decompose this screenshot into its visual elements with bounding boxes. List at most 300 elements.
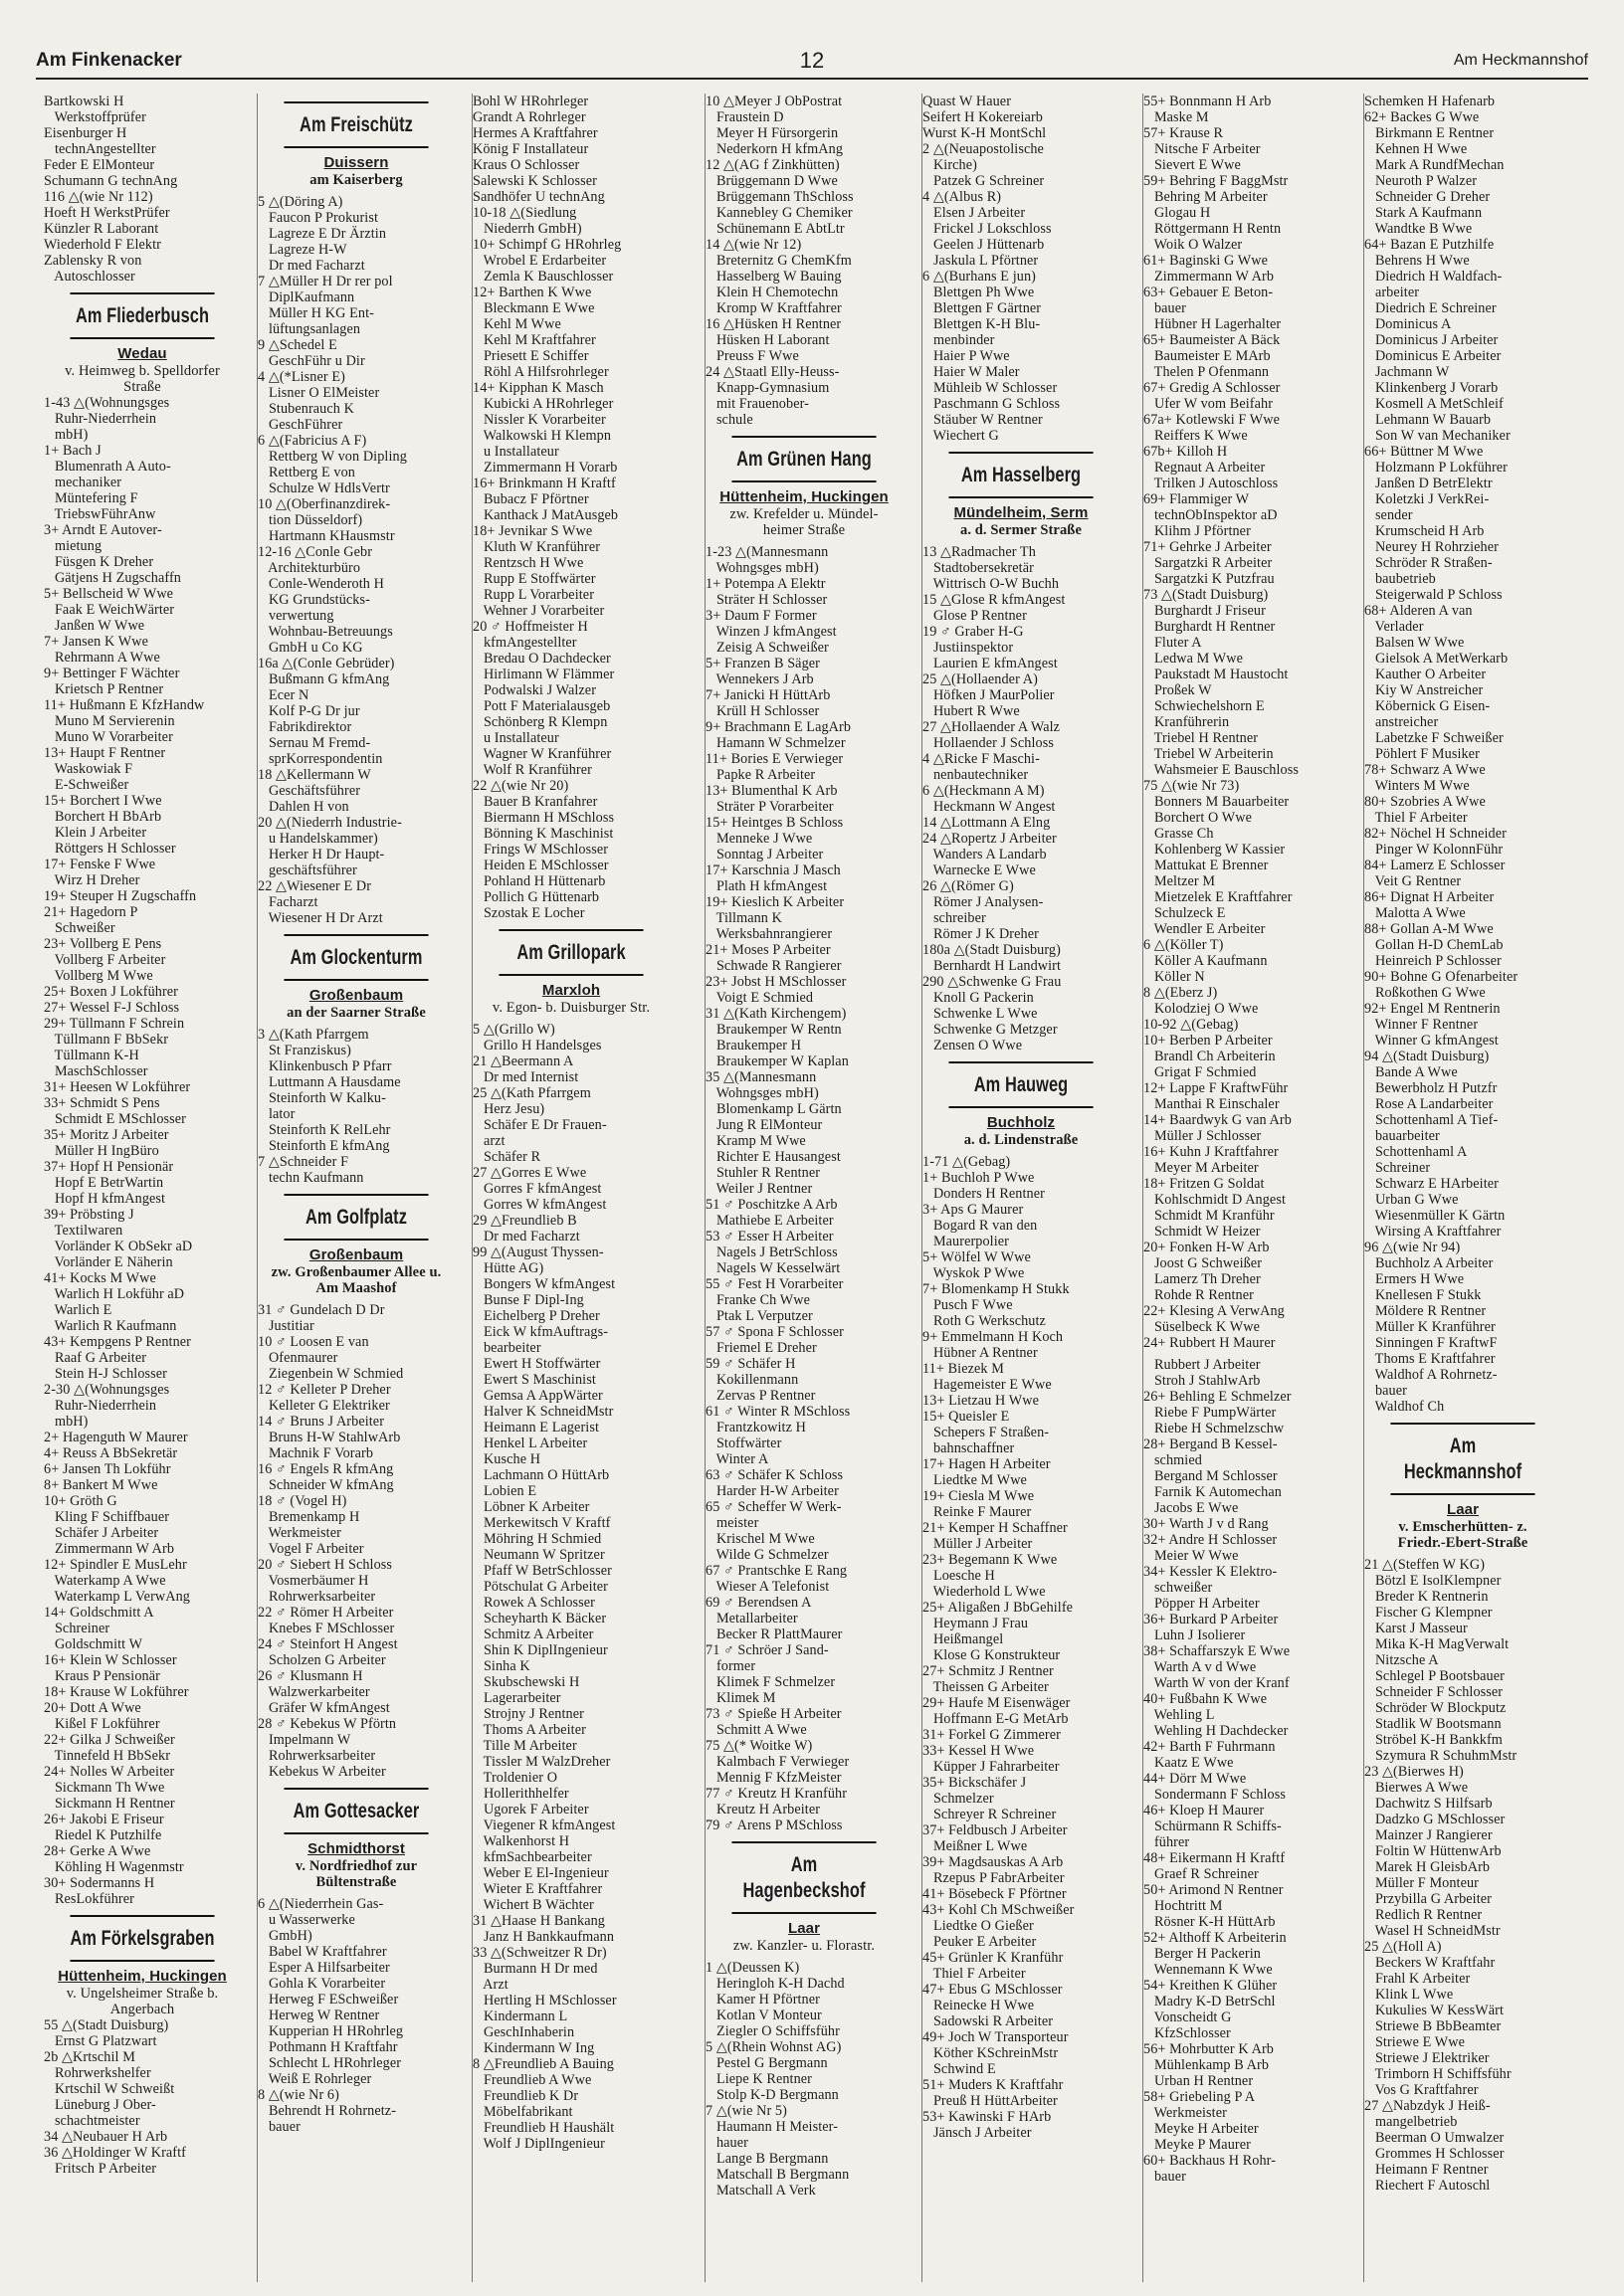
directory-entry: Schlegel P Bootsbauer bbox=[1364, 1668, 1505, 1684]
directory-entry: 17+ Fenske F Wwe bbox=[44, 857, 156, 872]
directory-entry: Schulzeck E bbox=[1143, 905, 1226, 921]
page-number: 12 bbox=[799, 48, 825, 73]
directory-entry: Beerman O Umwalzer bbox=[1364, 2130, 1505, 2146]
directory-entry: Schreyer R Schreiner bbox=[922, 1807, 1057, 1822]
directory-entry: Friemel E Dreher bbox=[706, 1340, 817, 1356]
street-location: am Kaiserberg bbox=[309, 172, 403, 188]
directory-entry: 14 △Lottmann A Elng bbox=[922, 815, 1051, 831]
directory-entry: 77 ♂ Kreutz H Kranführ bbox=[706, 1786, 848, 1802]
directory-entry: 10+ Berben P Arbeiter bbox=[1143, 1033, 1273, 1049]
directory-entry: lüftungsanlagen bbox=[258, 321, 361, 337]
directory-entry: Mühlenkamp B Arb bbox=[1143, 2057, 1270, 2073]
street-location: v. Nordfriedhof zur bbox=[295, 1858, 418, 1874]
street-location: v. Ungelsheimer Straße b. bbox=[66, 1986, 219, 2002]
directory-entry: Janßen W Wwe bbox=[44, 618, 145, 634]
directory-entry: Gräfer W kfmAngest bbox=[258, 1700, 390, 1716]
street-location: heimer Straße bbox=[762, 522, 846, 538]
directory-entry: Sonntag J Arbeiter bbox=[706, 847, 824, 862]
directory-entry: Ufer W vom Beifahr bbox=[1143, 396, 1274, 412]
directory-entry: Blettgen K-H Blu- bbox=[922, 316, 1041, 332]
street-location: Straße bbox=[123, 379, 161, 395]
directory-entry: Labetzke F Schweißer bbox=[1364, 730, 1504, 746]
directory-entry: Verlader bbox=[1364, 619, 1424, 635]
directory-entry: Riebe F PumpWärter bbox=[1143, 1405, 1277, 1421]
directory-entry: Raaf G Arbeiter bbox=[44, 1350, 147, 1366]
directory-entry: Riedel K Putzhilfe bbox=[44, 1827, 162, 1843]
directory-entry: Matschall A Verk bbox=[706, 2183, 816, 2199]
directory-entry: 53+ Kawinski F HArb bbox=[922, 2109, 1052, 2125]
directory-entry: Nederkorn H kfmAng bbox=[706, 141, 844, 157]
directory-entry: 5+ Bellscheid W Wwe bbox=[44, 586, 174, 602]
directory-entry: Eick W kfmAuftrags- bbox=[473, 1324, 609, 1340]
directory-entry: Liedtke M Wwe bbox=[922, 1472, 1027, 1488]
directory-entry: Rehrmann A Wwe bbox=[44, 650, 160, 666]
directory-entry: 23 △(Bierwes H) bbox=[1364, 1764, 1464, 1780]
street-heading: Am Heckmannshof bbox=[1390, 1423, 1534, 1495]
directory-entry: Striewe E Wwe bbox=[1364, 2034, 1466, 2050]
directory-entry: schreiber bbox=[922, 910, 986, 926]
directory-entry: 67 ♂ Prantschke E Rang bbox=[706, 1563, 848, 1579]
directory-entry: 7+ Blomenkamp H Stukk bbox=[922, 1281, 1070, 1297]
directory-entry: 4 △Ricke F Maschi- bbox=[922, 751, 1040, 767]
directory-entry: Bewerbholz H Putzfr bbox=[1364, 1080, 1498, 1096]
directory-entry: Köller A Kaufmann bbox=[1143, 953, 1268, 969]
directory-entry: Werksbahnrangierer bbox=[706, 926, 833, 942]
directory-entry: Zimmermann W Arb bbox=[44, 1541, 175, 1557]
directory-entry: Schreiner bbox=[44, 1621, 110, 1636]
directory-entry: 7 △Müller H Dr rer pol bbox=[258, 274, 393, 289]
directory-entry: Wohnbau-Betreuungs bbox=[258, 624, 393, 640]
directory-entry: 21+ Kemper H Schaffner bbox=[922, 1520, 1068, 1536]
directory-entry: Kiy W Anstreicher bbox=[1364, 682, 1484, 698]
directory-entry: Wrobel E Erdarbeiter bbox=[473, 253, 607, 269]
directory-entry: 12 ♂ Kelleter P Dreher bbox=[258, 1382, 391, 1398]
directory-entry: 5 △(Grillo W) bbox=[473, 1022, 555, 1038]
district-name: Wedau bbox=[117, 345, 167, 362]
directory-entry: Jachmann W bbox=[1364, 364, 1450, 380]
directory-entry: Striewe B BbBeamter bbox=[1364, 2018, 1502, 2034]
directory-entry: Schlecht L HRohrleger bbox=[258, 2055, 402, 2071]
directory-entry: Kraus P Pensionär bbox=[44, 1668, 160, 1684]
directory-entry: Dominicus A bbox=[1364, 316, 1452, 332]
directory-entry: Laurien E kfmAngest bbox=[922, 656, 1058, 671]
directory-entry: Stark A Kaufmann bbox=[1364, 205, 1483, 221]
directory-entry: Behring M Arbeiter bbox=[1143, 189, 1268, 205]
directory-entry: Plath H kfmAngest bbox=[706, 878, 828, 894]
header-right-street: Am Heckmannshof bbox=[1453, 52, 1588, 69]
directory-entry: Rupp L Vorarbeiter bbox=[473, 587, 595, 603]
directory-entry: 20+ Dott A Wwe bbox=[44, 1700, 141, 1716]
directory-entry: 5+ Franzen B Säger bbox=[706, 656, 820, 671]
directory-entry: Herz Jesu) bbox=[473, 1101, 545, 1117]
directory-entry: Brüggemann ThSchloss bbox=[706, 189, 854, 205]
directory-entry: 116 △(wie Nr 112) bbox=[44, 189, 153, 205]
directory-entry: Grigat F Schmied bbox=[1143, 1064, 1257, 1080]
directory-entry: 28+ Bergand B Kessel- bbox=[1143, 1436, 1278, 1452]
directory-entry: Müller J Arbeiter bbox=[922, 1536, 1033, 1552]
directory-entry: Hasselberg W Bauing bbox=[706, 269, 842, 285]
directory-entry: Bierwes A Wwe bbox=[1364, 1780, 1469, 1796]
street-location: zw. Großenbaumer Allee u. bbox=[271, 1264, 442, 1280]
directory-entry: 3 △(Kath Pfarrgem bbox=[258, 1027, 369, 1043]
directory-entry: Ewert H Stoffwärter bbox=[473, 1356, 601, 1372]
directory-entry: 2-30 △(Wohnungsges bbox=[44, 1382, 170, 1398]
directory-entry: 6+ Jansen Th Lokführ bbox=[44, 1461, 171, 1477]
directory-entry: Strojny J Rentner bbox=[473, 1706, 584, 1722]
directory-entry: 63+ Gebauer E Beton- bbox=[1143, 285, 1274, 300]
directory-entry: KG Grundstücks- bbox=[258, 592, 370, 608]
directory-entry: 4+ Reuss A BbSekretär bbox=[44, 1445, 178, 1461]
directory-entry: mietung bbox=[44, 538, 102, 554]
directory-entry: baubetrieb bbox=[1364, 571, 1436, 587]
directory-entry: u Installateur bbox=[473, 730, 559, 746]
directory-entry: Tille M Arbeiter bbox=[473, 1738, 577, 1754]
district-name: Mündelheim, Serm bbox=[953, 504, 1089, 521]
directory-entry: Hirlimann W Flämmer bbox=[473, 667, 615, 682]
street-location: zw. Krefelder u. Mündel- bbox=[729, 506, 879, 522]
directory-entry: Metallarbeiter bbox=[706, 1611, 798, 1626]
directory-entry: 27+ Wessel F-J Schloss bbox=[44, 1000, 180, 1016]
directory-entry: Eichelberg P Dreher bbox=[473, 1308, 600, 1324]
directory-entry: Schwenke G Metzger bbox=[922, 1022, 1058, 1038]
directory-entry: 90+ Bohne G Ofenarbeiter bbox=[1364, 969, 1519, 985]
directory-entry: Ofenmaurer bbox=[258, 1350, 338, 1366]
directory-entry: Hartmann KHausmstr bbox=[258, 528, 395, 544]
directory-entry: Schumann G technAng bbox=[44, 173, 178, 189]
directory-entry: 8 △(Eberz J) bbox=[1143, 985, 1218, 1001]
directory-entry: Rohrwerkshelfer bbox=[44, 2065, 151, 2081]
directory-entry: Bande A Wwe bbox=[1364, 1064, 1458, 1080]
directory-entry: Fluter A bbox=[1143, 635, 1202, 651]
directory-entry: Vorländer K ObSekr aD bbox=[44, 1239, 193, 1254]
directory-entry: Werkmeister bbox=[1143, 2105, 1227, 2121]
directory-entry: Grommes H Schlosser bbox=[1364, 2146, 1505, 2162]
directory-entry: Burghardt H Rentner bbox=[1143, 619, 1276, 635]
directory-entry: Werkstoffprüfer bbox=[44, 109, 146, 125]
directory-entry: Sickmann H Rentner bbox=[44, 1796, 175, 1812]
directory-entry: Freundlieb K Dr bbox=[473, 2088, 579, 2104]
directory-entry: 46+ Kloep H Maurer bbox=[1143, 1803, 1265, 1818]
directory-entry: Burmann H Dr med bbox=[473, 1961, 598, 1977]
directory-entry: Podwalski J Walzer bbox=[473, 682, 597, 698]
directory-entry: TriebswFührAnw bbox=[44, 506, 156, 522]
directory-entry: 10 ♂ Loosen E van bbox=[258, 1334, 369, 1350]
directory-entry: Faak E WeichWärter bbox=[44, 602, 175, 618]
directory-entry: 9 △Schedel E bbox=[258, 337, 337, 353]
directory-entry: Graef R Schreiner bbox=[1143, 1866, 1259, 1882]
directory-entry: 47+ Ebus G MSchlosser bbox=[922, 1982, 1063, 1998]
directory-entry: 73 △(Stadt Duisburg) bbox=[1143, 587, 1269, 603]
directory-entry: Stoffwärter bbox=[706, 1435, 782, 1451]
directory-entry: Schäfer J Arbeiter bbox=[44, 1525, 159, 1541]
directory-entry: Priesett E Schiffer bbox=[473, 348, 589, 364]
directory-entry: Ewert S Maschinist bbox=[473, 1372, 596, 1388]
directory-entry: Klimek M bbox=[706, 1690, 776, 1706]
directory-entry: Wagner W Kranführer bbox=[473, 746, 612, 762]
directory-entry: Pöpper H Arbeiter bbox=[1143, 1596, 1260, 1612]
street-heading: Am Hasselberg bbox=[948, 452, 1093, 498]
directory-entry: Schulze W HdlsVertr bbox=[258, 480, 390, 496]
directory-entry: Krtschil W Schweißt bbox=[44, 2081, 175, 2097]
directory-entry: 10 △(Oberfinanzdirek- bbox=[258, 496, 391, 512]
directory-entry: St Franziskus) bbox=[258, 1043, 351, 1058]
directory-entry: Warth A v d Wwe bbox=[1143, 1659, 1257, 1675]
directory-entry: Kluth W Kranführer bbox=[473, 539, 601, 555]
street-heading: Am Grünen Hang bbox=[731, 436, 876, 482]
directory-entry: Sernau M Fremd- bbox=[258, 735, 371, 751]
directory-entry: Müller F Monteur bbox=[1364, 1875, 1479, 1891]
directory-entry: 1-71 △(Gebag) bbox=[922, 1154, 1011, 1170]
directory-entry: Schwarz E HArbeiter bbox=[1364, 1176, 1499, 1192]
directory-entry: Waldhof A Rohrnetz- bbox=[1364, 1367, 1498, 1383]
directory-entry: Patzek G Schreiner bbox=[922, 173, 1045, 189]
district-name: Laar bbox=[787, 1920, 821, 1937]
directory-entry: 23+ Jobst H MSchlosser bbox=[706, 974, 847, 990]
directory-entry: Thiel F Arbeiter bbox=[922, 1966, 1026, 1982]
directory-entry: Schmidt M Kranführ bbox=[1143, 1208, 1275, 1224]
directory-entry: Schneider G Dreher bbox=[1364, 189, 1491, 205]
directory-entry: Sievert E Wwe bbox=[1143, 157, 1241, 173]
street-heading: Am Grillopark bbox=[499, 929, 643, 976]
directory-entry: Glose P Rentner bbox=[922, 608, 1027, 624]
directory-entry: Warlich E bbox=[44, 1302, 112, 1318]
directory-entry: Bonners M Bauarbeiter bbox=[1143, 794, 1290, 810]
directory-entry: Müller J Schlosser bbox=[1143, 1128, 1262, 1144]
directory-entry: Breternitz G ChemKfm bbox=[706, 253, 852, 269]
directory-entry: Menneke J Wwe bbox=[706, 831, 813, 847]
district-name: Hüttenheim, Huckingen bbox=[719, 488, 889, 505]
directory-entry: Pollich G Hüttenarb bbox=[473, 889, 600, 905]
directory-entry: 65+ Baumeister A Bäck bbox=[1143, 332, 1281, 348]
directory-entry: Bauer B Kranfahrer bbox=[473, 794, 598, 810]
directory-entry: 84+ Lamerz E Schlosser bbox=[1364, 858, 1506, 873]
directory-entry: Jung R ElMonteur bbox=[706, 1117, 823, 1133]
directory-entry: bauer bbox=[1364, 1383, 1407, 1399]
directory-entry: nenbautechniker bbox=[922, 767, 1029, 783]
directory-entry: 69 ♂ Berendsen A bbox=[706, 1595, 812, 1611]
directory-entry: Triebel H Rentner bbox=[1143, 730, 1259, 746]
directory-entry: Rubbert J Arbeiter bbox=[1143, 1357, 1261, 1373]
directory-entry: 88+ Gollan A-M Wwe bbox=[1364, 921, 1494, 937]
directory-entry: 14 ♂ Bruns J Arbeiter bbox=[258, 1414, 385, 1430]
directory-entry: Diedrich E Schreiner bbox=[1364, 300, 1497, 316]
directory-entry: Jänsch J Arbeiter bbox=[922, 2125, 1032, 2141]
directory-entry: Eisenburger H bbox=[44, 125, 127, 141]
directory-entry: Stadlik W Bootsmann bbox=[1364, 1716, 1502, 1732]
directory-entry: 38+ Schaffarszyk E Wwe bbox=[1143, 1643, 1291, 1659]
directory-entry: 58+ Griebeling P A bbox=[1143, 2089, 1256, 2105]
directory-entry: Schünemann E AbtLtr bbox=[706, 221, 845, 237]
directory-entry: 27 △Hollaender A Walz bbox=[922, 719, 1061, 735]
directory-entry: Rettberg W von Dipling bbox=[258, 449, 407, 465]
street-location: Bültenstraße bbox=[315, 1874, 397, 1890]
directory-entry: 61 ♂ Winter R MSchloss bbox=[706, 1404, 851, 1420]
directory-entry: 22 △Wiesener E Dr bbox=[258, 878, 372, 894]
directory-entry: Lehmann W Bauarb bbox=[1364, 412, 1492, 428]
directory-entry: 16+ Klein W Schlosser bbox=[44, 1652, 177, 1668]
directory-entry: Fabrikdirektor bbox=[258, 719, 352, 735]
directory-entry: Triebel W Arbeiterin bbox=[1143, 746, 1274, 762]
directory-entry: Gielsok A MetWerkarb bbox=[1364, 651, 1509, 667]
directory-entry: 15+ Queisler E bbox=[922, 1409, 1010, 1425]
directory-entry: 18 △Kellermann W bbox=[258, 767, 371, 783]
directory-entry: Grandt A Rohrleger bbox=[473, 109, 586, 125]
directory-entry: Striewe J Elektriker bbox=[1364, 2050, 1490, 2066]
directory-entry: Knapp-Gymnasium bbox=[706, 380, 830, 396]
directory-entry: Steinforth W Kalku- bbox=[258, 1090, 386, 1106]
directory-entry: Son W van Mechaniker bbox=[1364, 428, 1511, 444]
directory-entry: Architekturbüro bbox=[258, 560, 361, 576]
directory-entry: Neurey H Rohrzieher bbox=[1364, 539, 1499, 555]
district-name: Buchholz bbox=[986, 1114, 1056, 1131]
directory-entry: 35+ Moritz J Arbeiter bbox=[44, 1127, 169, 1143]
directory-entry: Vorländer E Näherin bbox=[44, 1254, 173, 1270]
directory-entry: 14+ Kipphan K Masch bbox=[473, 380, 604, 396]
directory-entry: Hamann W Schmelzer bbox=[706, 735, 846, 751]
directory-entry: Schröder W Blockputz bbox=[1364, 1700, 1507, 1716]
directory-entry: Pohland H Hüttenarb bbox=[473, 873, 606, 889]
directory-entry: Römer J K Dreher bbox=[922, 926, 1039, 942]
directory-entry: 15+ Borchert I Wwe bbox=[44, 793, 162, 809]
directory-entry: Urban H Rentner bbox=[1143, 2073, 1254, 2089]
directory-entry: 68+ Alderen A van bbox=[1364, 603, 1473, 619]
directory-entry: 19+ Steuper H Zugschaffn bbox=[44, 888, 197, 904]
directory-entry: 13+ Haupt F Rentner bbox=[44, 745, 166, 761]
directory-entry: GmbH u Co KG bbox=[258, 640, 363, 656]
directory-entry: Stroh J StahlwArb bbox=[1143, 1373, 1261, 1389]
street-heading: Am Glockenturm bbox=[284, 934, 428, 981]
directory-entry: 10-18 △(Siedlung bbox=[473, 205, 577, 221]
directory-entry: Karst J Masseur bbox=[1364, 1621, 1468, 1636]
directory-entry: Dr med Facharzt bbox=[473, 1229, 580, 1244]
directory-entry: 78+ Schwarz A Wwe bbox=[1364, 762, 1486, 778]
header-rule bbox=[36, 78, 1588, 80]
directory-entry: Janßen D BetrElektr bbox=[1364, 476, 1493, 491]
directory-entry: 53 ♂ Esser H Arbeiter bbox=[706, 1229, 834, 1244]
directory-entry: Waterkamp A Wwe bbox=[44, 1573, 166, 1589]
directory-entry: Redlich R Rentner bbox=[1364, 1907, 1483, 1923]
directory-entry: GeschFühr u Dir bbox=[258, 353, 365, 369]
directory-entry: Zablensky R von bbox=[44, 253, 142, 269]
directory-entry: Dr med Internist bbox=[473, 1069, 579, 1085]
street-heading: Am Fliederbusch bbox=[70, 292, 214, 339]
directory-entry: Kling F Schiffbauer bbox=[44, 1509, 170, 1525]
directory-entry: Fraustein D bbox=[706, 109, 784, 125]
directory-entry: 26+ Jakobi E Friseur bbox=[44, 1812, 164, 1827]
directory-entry: 26 ♂ Klusmann H bbox=[258, 1668, 363, 1684]
directory-entry: Wieter E Kraftfahrer bbox=[473, 1881, 603, 1897]
directory-entry: Reinke F Maurer bbox=[922, 1504, 1032, 1520]
directory-entry: bauarbeiter bbox=[1364, 1128, 1440, 1144]
directory-entry: Schmidt W Heizer bbox=[1143, 1224, 1261, 1240]
directory-entry: Stubenrauch K bbox=[258, 401, 354, 417]
directory-entry: 12+ Barthen K Wwe bbox=[473, 285, 592, 300]
directory-entry: 43+ Kohl Ch MSchweißer bbox=[922, 1902, 1075, 1918]
directory-entry: Röttgermann H Rentn bbox=[1143, 221, 1282, 237]
directory-entry: Wurst K-H MontSchl bbox=[922, 125, 1047, 141]
directory-entry: 25 △(Holl A) bbox=[1364, 1939, 1442, 1955]
directory-entry: Elsen J Arbeiter bbox=[922, 205, 1026, 221]
directory-entry: 10 △Meyer J ObPostrat bbox=[706, 94, 843, 109]
directory-entry: Schwade R Rangierer bbox=[706, 958, 842, 974]
directory-entry: Hüsken H Laborant bbox=[706, 332, 830, 348]
directory-entry: Warlich R Kaufmann bbox=[44, 1318, 177, 1334]
directory-entry: bauer bbox=[1143, 2169, 1186, 2185]
directory-entry: Bongers W kfmAngest bbox=[473, 1276, 616, 1292]
directory-entry: Richter E Hausangest bbox=[706, 1149, 841, 1165]
directory-entry: Bernhardt H Landwirt bbox=[922, 958, 1062, 974]
street-heading: Am Freischütz bbox=[284, 101, 428, 148]
directory-entry: Krischel M Wwe bbox=[706, 1531, 815, 1547]
directory-entry: 8+ Bankert M Wwe bbox=[44, 1477, 158, 1493]
directory-entry: Joost G Schweißer bbox=[1143, 1255, 1263, 1271]
directory-entry: Schmitt A Wwe bbox=[706, 1722, 807, 1738]
directory-entry: Theissen G Arbeiter bbox=[922, 1679, 1049, 1695]
directory-entry: sprKorrespondentin bbox=[258, 751, 383, 767]
directory-entry: Meißner L Wwe bbox=[922, 1838, 1028, 1854]
directory-entry: 18+ Fritzen G Soldat bbox=[1143, 1176, 1265, 1192]
column-5 bbox=[921, 94, 1119, 2282]
directory-entry: 66+ Büttner M Wwe bbox=[1364, 444, 1484, 460]
directory-entry: Warnecke E Wwe bbox=[922, 862, 1036, 878]
directory-entry: 13 △Radmacher Th bbox=[922, 544, 1036, 560]
directory-entry: 55+ Bonnmann H Arb bbox=[1143, 94, 1272, 109]
directory-entry: Wahsmeier E Bauschloss bbox=[1143, 762, 1299, 778]
street-location: a. d. Sermer Straße bbox=[959, 522, 1083, 538]
directory-entry: Kehnen H Wwe bbox=[1364, 141, 1468, 157]
directory-entry: Wyskok P Wwe bbox=[922, 1265, 1025, 1281]
directory-entry: Bredau O Dachdecker bbox=[473, 651, 611, 667]
directory-entry: Sinningen F KraftwF bbox=[1364, 1335, 1498, 1351]
directory-entry: 12 △(AG f Zinkhütten) bbox=[706, 157, 840, 173]
directory-entry: arzt bbox=[473, 1133, 506, 1149]
directory-entry: Bergand M Schlosser bbox=[1143, 1468, 1278, 1484]
directory-entry: DiplKaufmann bbox=[258, 289, 355, 305]
directory-entry: Proßek W bbox=[1143, 682, 1212, 698]
directory-entry: Luhn J Isolierer bbox=[1143, 1627, 1246, 1643]
directory-entry: Mühleib W Schlosser bbox=[922, 380, 1058, 396]
directory-entry: Tissler M WalzDreher bbox=[473, 1754, 611, 1770]
directory-entry: Thoms A Arbeiter bbox=[473, 1722, 586, 1738]
directory-entry: Hübner A Rentner bbox=[922, 1345, 1038, 1361]
directory-entry: 31 △Haase H Bankang bbox=[473, 1913, 605, 1929]
street-location: a. d. Lindenstraße bbox=[963, 1132, 1079, 1148]
directory-entry: Gorres W kfmAngest bbox=[473, 1197, 607, 1213]
directory-entry: Köther KSchreinMstr bbox=[922, 2045, 1059, 2061]
directory-entry: 75 △(* Woitke W) bbox=[706, 1738, 813, 1754]
directory-entry: Jaskula L Pförtner bbox=[922, 253, 1039, 269]
directory-entry: 5+ Wölfel W Wwe bbox=[922, 1249, 1031, 1265]
directory-entry: 27 △Gorres E Wwe bbox=[473, 1165, 587, 1181]
street-location: zw. Kanzler- u. Florastr. bbox=[732, 1938, 876, 1954]
directory-entry: Heißmangel bbox=[922, 1631, 1004, 1647]
directory-entry: Schepers F Straßen- bbox=[922, 1425, 1050, 1440]
street-location: Angerbach bbox=[109, 2002, 175, 2017]
directory-entry: Sinha K bbox=[473, 1658, 530, 1674]
directory-entry: Werkmeister bbox=[258, 1525, 341, 1541]
directory-entry: Schröder R Straßen- bbox=[1364, 555, 1493, 571]
directory-entry: 41+ Kocks M Wwe bbox=[44, 1270, 156, 1286]
directory-entry: Löbner K Arbeiter bbox=[473, 1499, 590, 1515]
directory-entry: Heymann J Frau bbox=[922, 1616, 1029, 1631]
directory-entry: Lagerarbeiter bbox=[473, 1690, 561, 1706]
directory-entry: 16+ Kuhn J Kraftfahrer bbox=[1143, 1144, 1279, 1160]
directory-entry: Rohrwerksarbeiter bbox=[258, 1589, 376, 1605]
directory-entry: 79 ♂ Arens P MSchloss bbox=[706, 1818, 843, 1833]
directory-entry: meister bbox=[706, 1515, 759, 1531]
directory-entry: Süselbeck K Wwe bbox=[1143, 1319, 1260, 1335]
directory-entry: 55 △(Stadt Duisburg) bbox=[44, 2017, 169, 2033]
